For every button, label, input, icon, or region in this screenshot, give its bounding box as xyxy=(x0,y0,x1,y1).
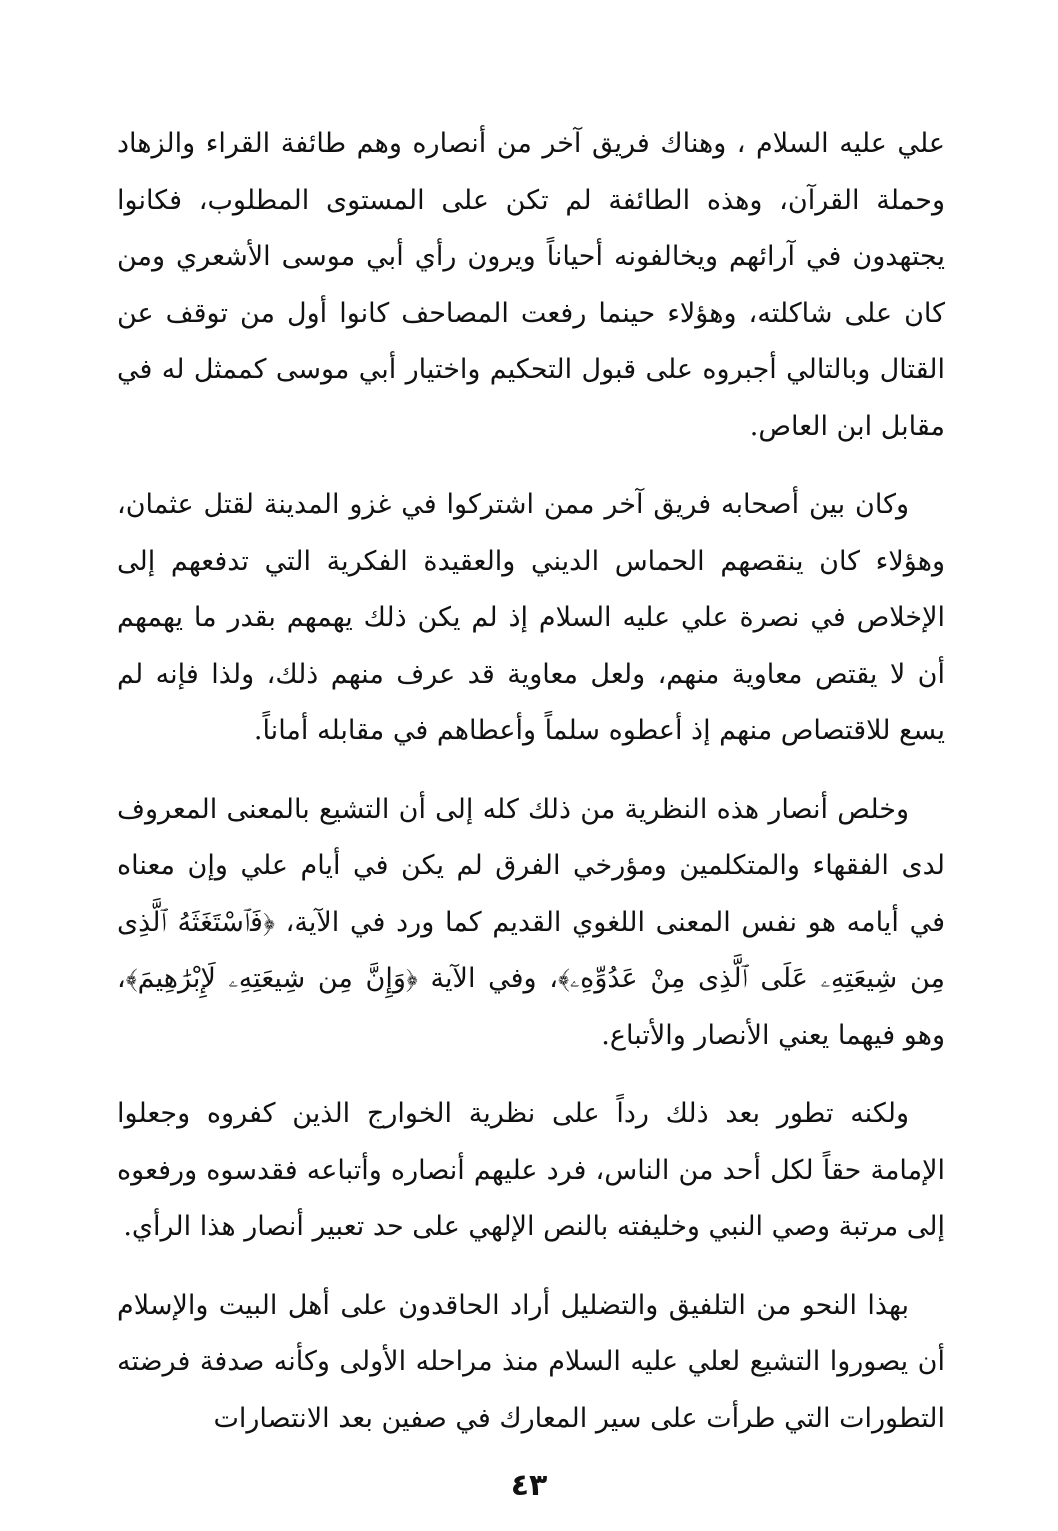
page-number: ٤٣ xyxy=(510,1468,548,1503)
body-text xyxy=(117,116,945,1469)
paragraph-4: ولكنه تطور بعد ذلك رداً على نظرية الخوارج الذين كفروه وجعلوا الإمامة حقاً لكل أحد من الناس، فرد عليهم أنصاره وأتباعه فقدسوه ورفعوه إلى مرتبة وصي النبي وخليفته بالنص الإلهي على حد تعبير أنصار هذا الرأي. xyxy=(117,1098,945,1242)
paragraph-5: بهذا النحو من التلفيق والتضليل أراد الحاقدون على أهل البيت والإسلام أن يصوروا التشيع لعلي عليه السلام منذ مراحله الأولى وكأنه صدفة فرضته التطورات التي طرأت على سير المعارك في صفين بعد الانتصارات xyxy=(117,1289,945,1434)
paragraph-3: وخلص أنصار هذه النظرية من ذلك كله إلى أن التشيع بالمعنى المعروف لدى الفقهاء والمتكلمين ومؤرخي الفرق لم يكن في أيام علي وإن معناه في أيامه هو نفس المعنى اللغوي القديم كما ورد في الآية، ﴿فَٱسْتَغَثَهُ ٱلَّذِى مِن شِيعَتِهِۦ عَلَى ٱلَّذِى مِنْ عَدُوِّهِۦ﴾، وفي الآية ﴿وَإِنَّ مِن شِيعَتِهِۦ لَإِبْرَٰهِيمَ﴾، وهو فيهما يعني الأنصار والأتباع. xyxy=(117,793,945,1051)
paragraph-1: علي عليه السلام ، وهناك فريق آخر من أنصاره وهم طائفة القراء والزهاد وحملة القرآن، وهذه الطائفة لم تكن على المستوى المطلوب، فكانوا يجتهدون في آرائهم ويخالفونه أحياناً ويرون رأي أبي موسى الأشعري ومن كان على شاكلته، وهؤلاء حينما رفعت المصاحف كانوا أول من توقف عن القتال وبالتالي أجبروه على قبول التحكيم واختيار أبي موسى كممثل له في مقابل ابن العاص. xyxy=(117,128,945,442)
paragraph-2: وكان بين أصحابه فريق آخر ممن اشتركوا في غزو المدينة لقتل عثمان، وهؤلاء كان ينقصهم الحماس الديني والعقيدة الفكرية التي تدفعهم إلى الإخلاص في نصرة علي عليه السلام إذ لم يكن ذلك يهمهم بقدر ما يهمهم أن لا يقتص معاوية منهم، ولعل معاوية قد عرف منهم ذلك، ولذا فإنه لم يسع للاقتصاص منهم إذ أعطوه سلماً وأعطاهم في مقابله أماناً. xyxy=(117,489,945,746)
